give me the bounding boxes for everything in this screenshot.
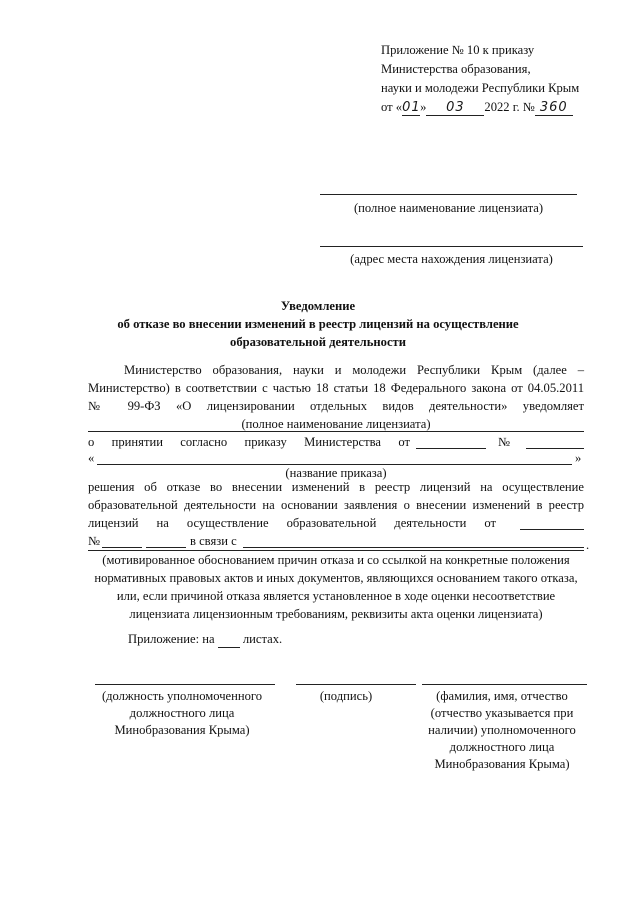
document-subtitle-1: об отказе во внесении изменений в реестр лицензий на осуществление (117, 317, 519, 331)
order-text: о принятии согласно приказу Министерства от (88, 435, 410, 449)
attachment-pages-blank (218, 632, 240, 648)
application-text: лицензий на осуществление образовательной деятельности от (88, 516, 496, 530)
para2-line1: решения об отказе во внесении изменений в реестр лицензий на осуществление (88, 480, 584, 494)
para1-line1: Министерство образования, науки и молодежи Республики Крым (далее – (124, 363, 584, 377)
para1-line2: Министерство) в соответствии с частью 18 статьи 18 Федерального закона от 04.05.2011 (88, 381, 584, 395)
reason-blank-2 (88, 550, 584, 551)
attachment-prefix: Приложение: на (128, 632, 215, 646)
document-subtitle-2: образовательной деятельности (230, 335, 406, 349)
signature-position-caption: (должность уполномоченного должностного лица Минобразования Крыма) (101, 689, 263, 737)
application-number-blank (102, 547, 142, 548)
order-number-blank (526, 448, 584, 449)
reason-caption-3: или, если причиной отказа является установленное в ходе оценки несоответствие (116, 589, 556, 603)
date-day: 01 (402, 100, 421, 115)
signature-sign-line (296, 684, 416, 685)
licensee-name-line (320, 194, 577, 195)
reason-period: . (586, 538, 590, 552)
reason-caption-4: лицензиата лицензионным требованиям, реквизиты акта оценки лицензиата) (129, 607, 543, 621)
appendix-date-line (381, 100, 573, 116)
application-number-blank-2 (146, 547, 186, 548)
signature-name-line (422, 684, 587, 685)
para2-line2: образовательной деятельности на основании заявления о внесении изменений в реестр (88, 498, 584, 512)
para2-line3 (88, 516, 584, 534)
order-number-sign: № (498, 435, 511, 449)
appendix-line-3: науки и молодежи Республики Крым (381, 81, 580, 95)
signature-name-caption: (фамилия, имя, отчество (отчество указывается при наличии) уполномоченного должностного лица Минобразования Крыма) (428, 689, 576, 771)
para1-line3: № 99-ФЗ «О лицензировании отдельных видов деятельности» уведомляет (88, 399, 584, 413)
licensee-address-caption: (адрес места нахождения лицензиата) (350, 252, 553, 266)
order-date-blank (416, 448, 486, 449)
reason-caption-1: (мотивированное обоснованием причин отказа и со ссылкой на конкретные положения (102, 553, 570, 567)
application-number-sign: № (88, 534, 101, 548)
date-quote: » (420, 100, 427, 114)
attachment-line (128, 632, 282, 648)
order-title-blank (97, 464, 572, 465)
licensee-name-caption: (полное наименование лицензиата) (353, 201, 544, 215)
order-quote-open: « (88, 451, 95, 465)
order-line (88, 435, 584, 453)
licensee-name-caption-2: (полное наименование лицензиата) (241, 417, 431, 431)
reason-prefix: в связи с (190, 534, 237, 548)
date-prefix: от « (381, 100, 403, 114)
reason-blank (243, 547, 584, 548)
date-month: 03 (426, 100, 484, 116)
attachment-suffix: листах. (242, 632, 283, 646)
application-date-blank (520, 529, 584, 530)
document-title: Уведомление (280, 299, 356, 313)
appendix-line-1: Приложение № 10 к приказу (381, 43, 535, 57)
date-year: 2022 г. № (484, 100, 535, 114)
appendix-line-2: Министерства образования, (381, 62, 531, 76)
licensee-address-line (320, 246, 583, 247)
reason-caption-2: нормативных правовых актов и иных документов, являющихся основанием такого отказа, (94, 571, 578, 585)
order-number: 360 (535, 100, 573, 116)
order-title-caption: (название приказа) (285, 466, 387, 480)
signature-sign-caption: (подпись) (319, 689, 373, 703)
order-quote-close: » (575, 451, 582, 465)
signature-position-line (95, 684, 275, 685)
